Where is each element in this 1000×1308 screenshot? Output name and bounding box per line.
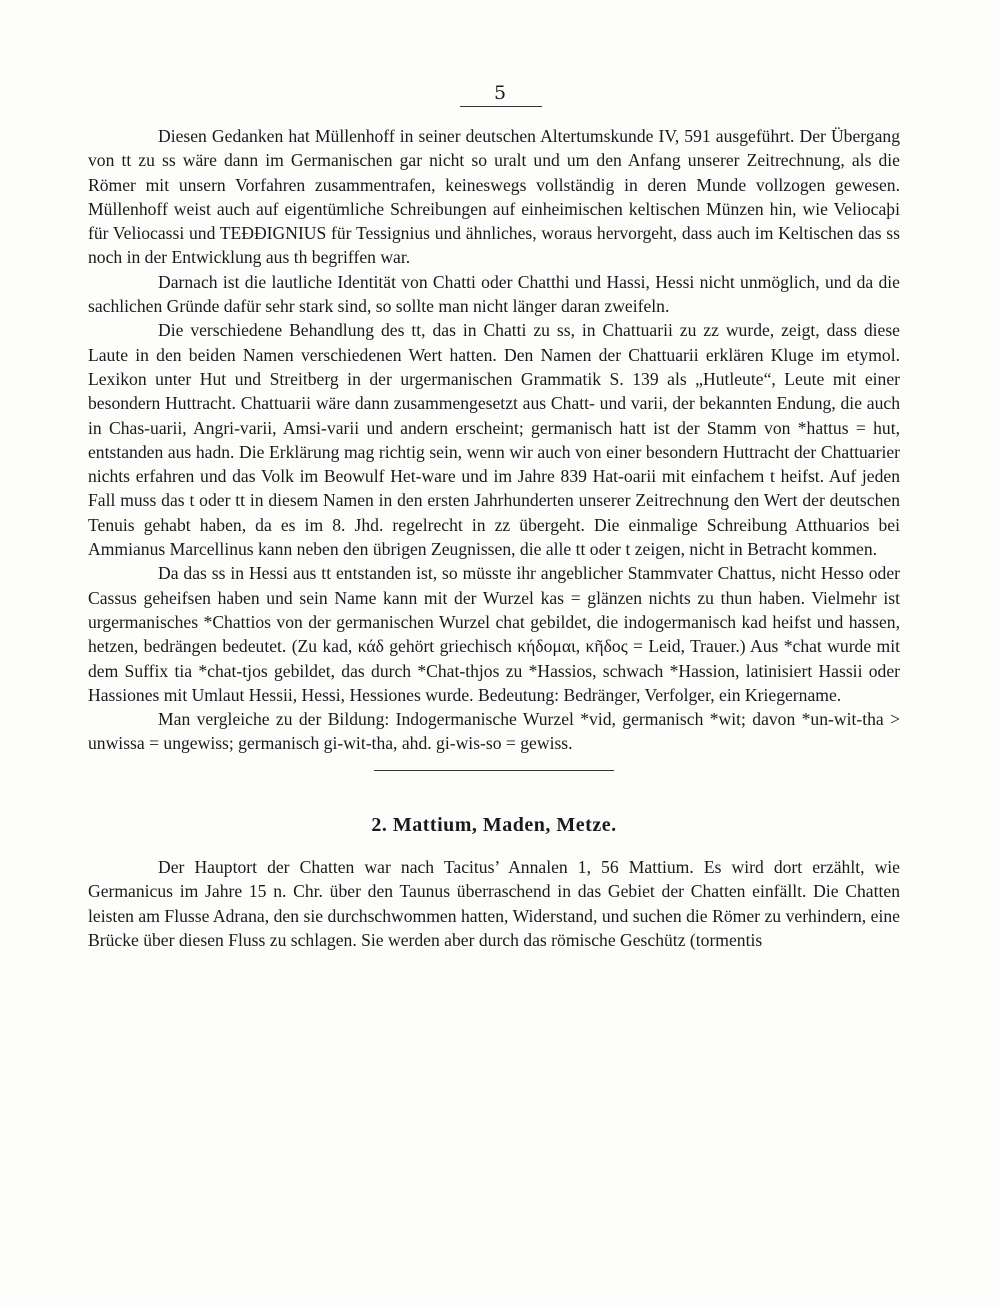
paragraph-5: Man vergleiche zu der Bildung: Indogermanische Wurzel *vid, germanisch *wit; davon *un-wit-tha > unwissa = ungewiss; germanisch gi-wit-tha, ahd. gi-wis-so = gewiss. [88, 709, 900, 754]
section-title: 2. Mattium, Maden, Metze. [371, 813, 617, 836]
section-divider [374, 770, 614, 771]
header-rule [460, 106, 542, 107]
page-body [88, 124, 900, 952]
paragraph-1: Diesen Gedanken hat Müllenhoff in seiner deutschen Altertumskunde IV, 591 ausgeführt. Der Übergang von tt zu ss wäre dann im Germanischen gar nicht so uralt und um den Anfang unserer Zeitrechnung, als die Römer mit unsern Vorfahren zusammentrafen, keineswegs vollständig in deren Munde vollzogen gewesen. Müllenhoff weist auch auf eigentümliche Schreibungen auf einheimischen keltischen Münzen hin, wie Veliocaþi für Veliocassi und TEÐÐIGNIUS für Tessignius und ähnliches, woraus hervorgeht, dass auch im Keltischen das ss noch in der Entwicklung aus th begriffen war. [88, 126, 900, 268]
paragraph-4: Da das ss in Hessi aus tt entstanden ist, so müsste ihr angeblicher Stammvater Chattus, nicht Hesso oder Cassus geheifsen haben und sein Name kann mit der Wurzel kas = glänzen nichts zu thun haben. Vielmehr ist urgermanisches *Chattios von der germanischen Wurzel chat gebildet, die indogermanisch kad heifst und hassen, hetzen, bedrängen bedeutet. (Zu kad, κάδ gehört griechisch κήδομαι, κῆδος = Leid, Trauer.) Aus *chat wurde mit dem Suffix tia *chat-tjos gebildet, das durch *Chat-thjos zu *Hassios, schwach *Hassion, latinisiert Hassii oder Hassiones mit Umlaut Hessii, Hessi, Hessiones wurde. Bedeutung: Bedränger, Verfolger, ein Kriegername. [88, 563, 900, 705]
page-number: 5 [493, 82, 507, 104]
paragraph-3: Die verschiedene Behandlung des tt, das in Chatti zu ss, in Chattuarii zu zz wurde, zeigt, dass diese Laute in den beiden Namen verschiedenen Wert hatten. Den Namen der Chattuarii erklären Kluge im etymol. Lexikon unter Hut und Streitberg in der urgermanischen Grammatik S. 139 als „Hutleute“, Leute mit einer besondern Huttracht. Chattuarii wäre dann zusammengesetzt aus Chatt- und varii, der bekannten Endung, die auch in Chas-uarii, Angri-varii, Amsi-varii und andern erscheint; germanisch hatt ist der Stamm von *hattus = hut, entstanden aus hadn. Die Erklärung mag richtig sein, wenn wir auch von einer besondern Huttracht der Chattuarier nichts erfahren und das Volk im Beowulf Het-ware und im Jahre 839 Hat-oarii mit einfachem t heifst. Auf jeden Fall muss das t oder tt in diesem Namen in den ersten Jahrhunderten unserer Zeitrechnung den Wert der deutschen Tenuis gehabt haben, da es im 8. Jhd. regelrecht in zz übergeht. Die einmalige Schreibung Atthuarios bei Ammianus Marcellinus kann neben den übrigen Zeugnissen, die alle tt oder t zeigen, nicht in Betracht kommen. [88, 320, 900, 560]
paragraph-6: Der Hauptort der Chatten war nach Tacitus’ Annalen 1, 56 Mattium. Es wird dort erzählt, wie Germanicus im Jahre 15 n. Chr. über den Taunus überraschend in das Gebiet der Chatten einfällt. Die Chatten leisten am Flusse Adrana, den sie durchschwommen hatten, Widerstand, und suchen die Römer zu verhindern, eine Brücke über diesen Fluss zu schlagen. Sie werden aber durch das römische Geschütz (tormentis [88, 857, 900, 950]
paragraph-2: Darnach ist die lautliche Identität von Chatti oder Chatthi und Hassi, Hessi nicht unmöglich, und da die sachlichen Gründe dafür sehr stark sind, so sollte man nicht länger daran zweifeln. [88, 271, 900, 317]
